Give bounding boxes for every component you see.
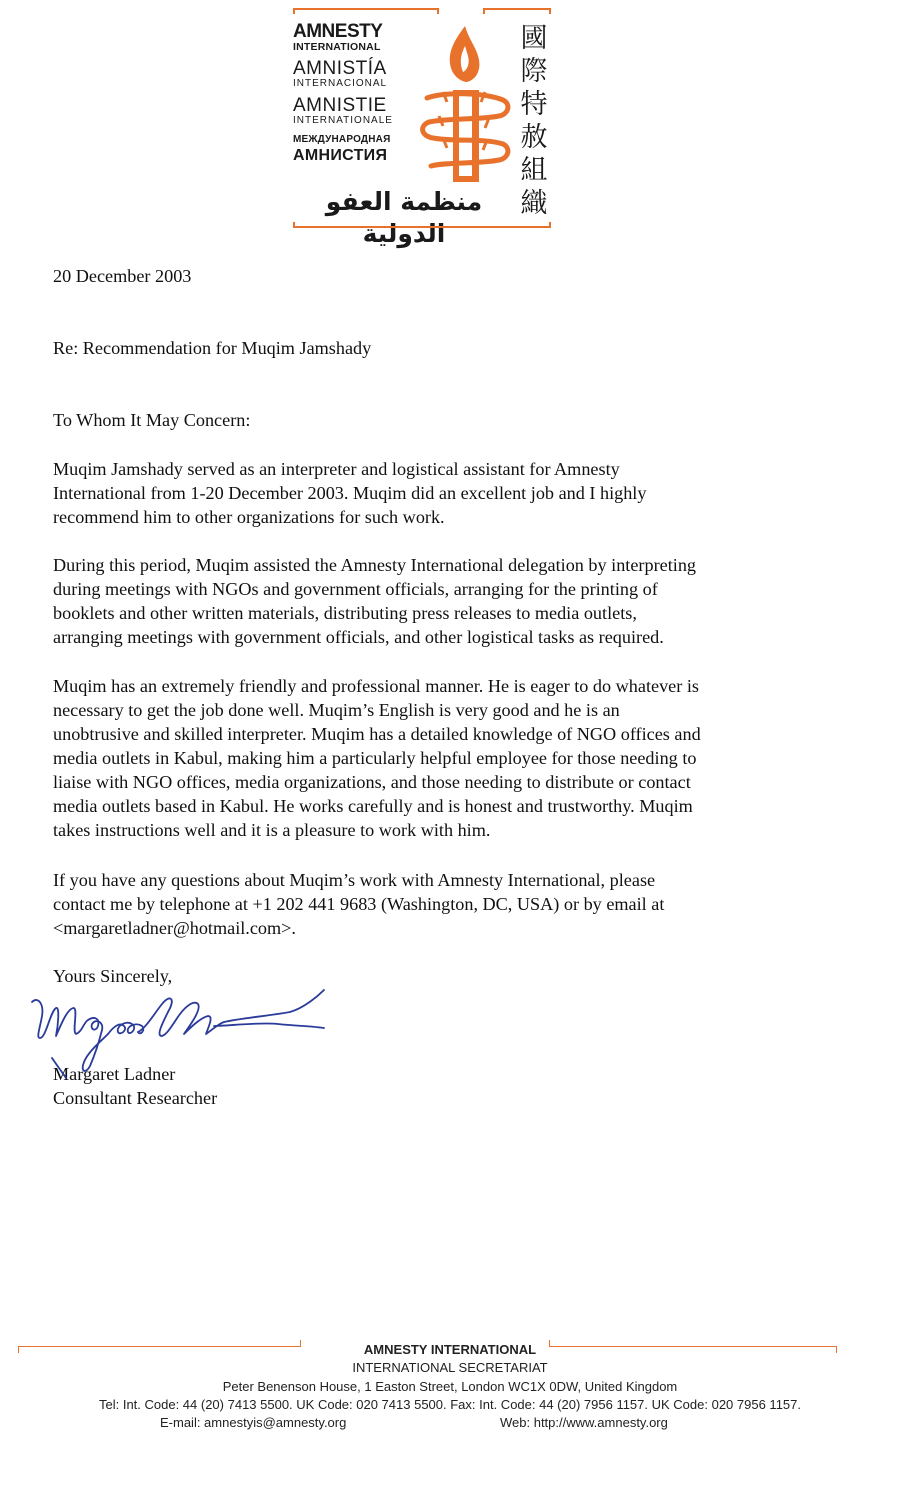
letter-date: 20 December 2003 (53, 266, 192, 286)
letter-subject: Re: Recommendation for Muqim Jamshady (53, 338, 372, 358)
logo-name-zh: 國 際 特 赦 組 織 (520, 23, 548, 219)
footer-org-name: AMNESTY INTERNATIONAL (363, 1342, 537, 1357)
logo-name-en: AMNESTY (293, 21, 383, 42)
logo-bottom-rule (293, 226, 551, 228)
logo-org-names (293, 22, 423, 164)
logo-top-rule-right (483, 8, 551, 10)
logo-name-ru-1: МЕЖДУНАРОДНАЯ (293, 134, 391, 145)
logo-sub-fr: INTERNATIONALE (293, 115, 393, 126)
handwritten-signature (28, 982, 338, 1082)
logo-sub-es: INTERNACIONAL (293, 78, 388, 89)
logo-top-rule-left (293, 8, 439, 10)
footer-division: INTERNATIONAL SECRETARIAT (352, 1360, 548, 1375)
amnesty-logo (285, 8, 555, 248)
logo-name-ar: منظمة العفو الدولية (325, 187, 483, 248)
signer-title: Consultant Researcher (53, 1088, 218, 1108)
letter-paragraph: Muqim has an extremely friendly and professional manner. He is eager to do whatever is necessary to get the job done well. Muqim’s English is very good and he is an unobtrusive and skilled interpreter. Muqim has a detailed knowledge of NGO offices and media outlets in Kabul, making him a particularly helpful employee for those needing to liaise with NGO offices, media organizations, and those needing to distribute or contact media outlets based in Kabul. He works carefully and is honest and trustworthy. Muqim takes instructions well and it is a pleasure to work with him. (53, 676, 701, 840)
footer-email: E-mail: amnestyis@amnesty.org (160, 1415, 347, 1430)
logo-name-es: AMNISTÍA (293, 58, 387, 79)
footer-website: Web: http://www.amnesty.org (500, 1415, 668, 1430)
footer-phones: Tel: Int. Code: 44 (20) 7413 5500. UK Code: 020 7413 5500. Fax: Int. Code: 44 (20) 7956 1157. UK Code: 020 7956 1157. (98, 1397, 801, 1412)
footer-address: Peter Benenson House, 1 Easton Street, London WC1X 0DW, United Kingdom (222, 1379, 678, 1394)
letter-closing: Yours Sincerely, (53, 966, 173, 986)
logo-name-fr: AMNISTIE (293, 95, 387, 116)
logo-name-ru-2: АМНИСТИЯ (293, 147, 388, 164)
candle-barbed-wire-icon (413, 20, 517, 186)
signer-name: Margaret Ladner (53, 1064, 176, 1084)
letter-paragraph: If you have any questions about Muqim’s work with Amnesty International, please contact me by telephone at +1 202 441 9683 (Washington, DC, USA) or by email at <margaretladner@hotmail.com>. (53, 870, 665, 938)
letter-paragraph: Muqim Jamshady served as an interpreter and logistical assistant for Amnesty International from 1-20 December 2003. Muqim did an excellent job and I highly recommend him to other organizations for such work. (53, 459, 647, 527)
letter-paragraph: During this period, Muqim assisted the Amnesty International delegation by interpreting during meetings with NGOs and government officials, arranging for the printing of booklets and other written materials, distributing press releases to media outlets, arranging meetings with government officials, and other logistical tasks as required. (53, 555, 697, 647)
logo-sub-en: INTERNATIONAL (293, 41, 381, 53)
letter-salutation: To Whom It May Concern: (53, 410, 251, 430)
